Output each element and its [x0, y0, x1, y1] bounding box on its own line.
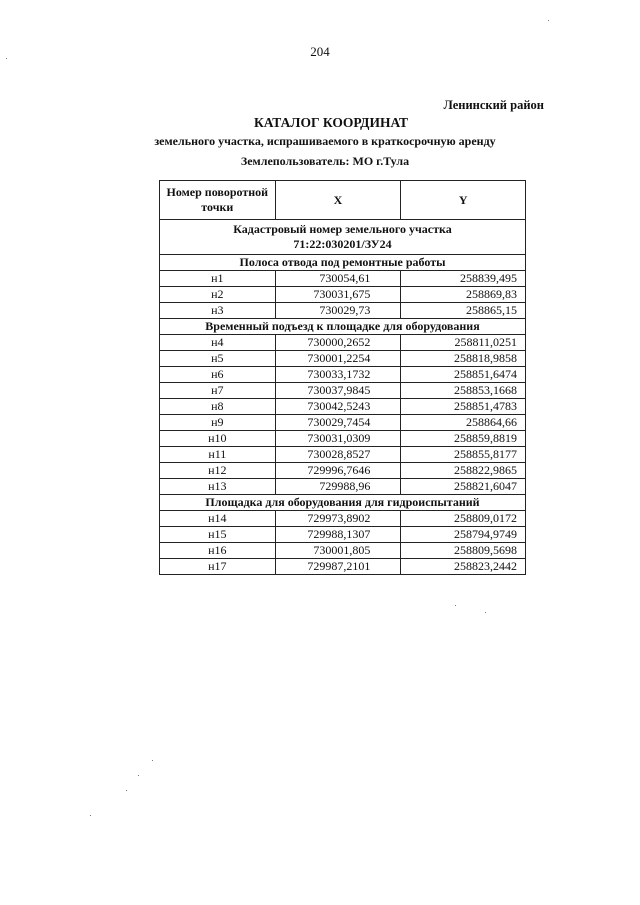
y-coordinate-cell: 258811,0251 — [401, 335, 526, 351]
table-row — [160, 527, 526, 543]
point-number-cell: н10 — [160, 431, 276, 447]
y-coordinate-cell: 258865,15 — [401, 303, 526, 319]
x-coordinate-cell: 730031,675 — [275, 287, 401, 303]
point-number-cell: н2 — [160, 287, 276, 303]
land-user: Землепользователь: МО г.Тула — [240, 154, 410, 168]
table-row — [160, 383, 526, 399]
table-row — [160, 479, 526, 495]
table-row — [160, 511, 526, 527]
y-coordinate-cell: 258859,8819 — [401, 431, 526, 447]
point-number-cell: н1 — [160, 271, 276, 287]
point-number-cell: н14 — [160, 511, 276, 527]
catalog-title: КАТАЛОГ КООРДИНАТ — [253, 115, 409, 130]
point-number-cell: н9 — [160, 415, 276, 431]
table-row — [160, 303, 526, 319]
header-point-number: Номер поворотной точки — [160, 181, 276, 220]
x-coordinate-cell: 730037,9845 — [275, 383, 401, 399]
point-number-cell: н17 — [160, 559, 276, 575]
table-row — [160, 559, 526, 575]
x-coordinate-cell: 729996,7646 — [275, 463, 401, 479]
x-coordinate-cell: 730031,0309 — [275, 431, 401, 447]
x-coordinate-cell: 729987,2101 — [275, 559, 401, 575]
point-number-cell: н15 — [160, 527, 276, 543]
scan-speck — [138, 775, 139, 776]
cadastral-row — [160, 220, 526, 255]
document-header — [0, 114, 640, 170]
y-coordinate-cell: 258823,2442 — [401, 559, 526, 575]
section-row — [160, 495, 526, 511]
table-row — [160, 351, 526, 367]
table-body — [160, 220, 526, 575]
y-coordinate-cell: 258869,83 — [401, 287, 526, 303]
y-coordinate-cell: 258853,1668 — [401, 383, 526, 399]
table-row — [160, 399, 526, 415]
catalog-subtitle: земельного участка, испрашиваемого в краткосрочную аренду — [154, 134, 496, 148]
x-coordinate-cell: 730028,8527 — [275, 447, 401, 463]
y-coordinate-cell: 258794,9749 — [401, 527, 526, 543]
point-number-cell: н6 — [160, 367, 276, 383]
table-row — [160, 287, 526, 303]
x-coordinate-cell: 730029,7454 — [275, 415, 401, 431]
page-number: 204 — [310, 44, 330, 59]
x-coordinate-cell: 730001,805 — [275, 543, 401, 559]
table-row — [160, 415, 526, 431]
scan-speck — [152, 760, 153, 761]
y-coordinate-cell: 258851,4783 — [401, 399, 526, 415]
x-coordinate-cell: 730042,5243 — [275, 399, 401, 415]
point-number-cell: н16 — [160, 543, 276, 559]
y-coordinate-cell: 258818,9858 — [401, 351, 526, 367]
cadastral-label: Кадастровый номер земельного участка — [233, 222, 452, 236]
header-x: X — [275, 181, 401, 220]
x-coordinate-cell: 729988,96 — [275, 479, 401, 495]
y-coordinate-cell: 258864,66 — [401, 415, 526, 431]
scan-speck — [90, 815, 91, 816]
table-header-row — [160, 181, 526, 220]
x-coordinate-cell: 730054,61 — [275, 271, 401, 287]
table-row — [160, 463, 526, 479]
x-coordinate-cell: 730001,2254 — [275, 351, 401, 367]
district-label: Ленинский район — [443, 98, 544, 112]
section-row — [160, 255, 526, 271]
point-number-cell: н8 — [160, 399, 276, 415]
scan-speck — [455, 605, 456, 606]
table-row — [160, 335, 526, 351]
point-number-cell: н13 — [160, 479, 276, 495]
x-coordinate-cell: 729988,1307 — [275, 527, 401, 543]
coordinates-table — [159, 180, 526, 575]
point-number-cell: н7 — [160, 383, 276, 399]
cadastral-cell — [160, 220, 526, 255]
table-row — [160, 367, 526, 383]
y-coordinate-cell: 258809,5698 — [401, 543, 526, 559]
y-coordinate-cell: 258809,0172 — [401, 511, 526, 527]
x-coordinate-cell: 730029,73 — [275, 303, 401, 319]
section-title: Полоса отвода под ремонтные работы — [160, 255, 526, 271]
y-coordinate-cell: 258855,8177 — [401, 447, 526, 463]
header-y: Y — [401, 181, 526, 220]
table-row — [160, 431, 526, 447]
y-coordinate-cell: 258839,495 — [401, 271, 526, 287]
section-row — [160, 319, 526, 335]
point-number-cell: н11 — [160, 447, 276, 463]
point-number-cell: н5 — [160, 351, 276, 367]
scan-speck — [126, 790, 127, 791]
section-title: Площадка для оборудования для гидроиспытаний — [160, 495, 526, 511]
point-number-cell: н12 — [160, 463, 276, 479]
y-coordinate-cell: 258821,6047 — [401, 479, 526, 495]
x-coordinate-cell: 730033,1732 — [275, 367, 401, 383]
scan-speck — [6, 58, 7, 59]
cadastral-number: 71:22:030201/ЗУ24 — [293, 237, 392, 251]
point-number-cell: н4 — [160, 335, 276, 351]
scan-speck — [485, 612, 486, 613]
section-title: Временный подъезд к площадке для оборудования — [160, 319, 526, 335]
x-coordinate-cell: 730000,2652 — [275, 335, 401, 351]
point-number-cell: н3 — [160, 303, 276, 319]
table-row — [160, 447, 526, 463]
table-row — [160, 543, 526, 559]
x-coordinate-cell: 729973,8902 — [275, 511, 401, 527]
table-row — [160, 271, 526, 287]
y-coordinate-cell: 258851,6474 — [401, 367, 526, 383]
scan-speck — [548, 20, 549, 21]
y-coordinate-cell: 258822,9865 — [401, 463, 526, 479]
